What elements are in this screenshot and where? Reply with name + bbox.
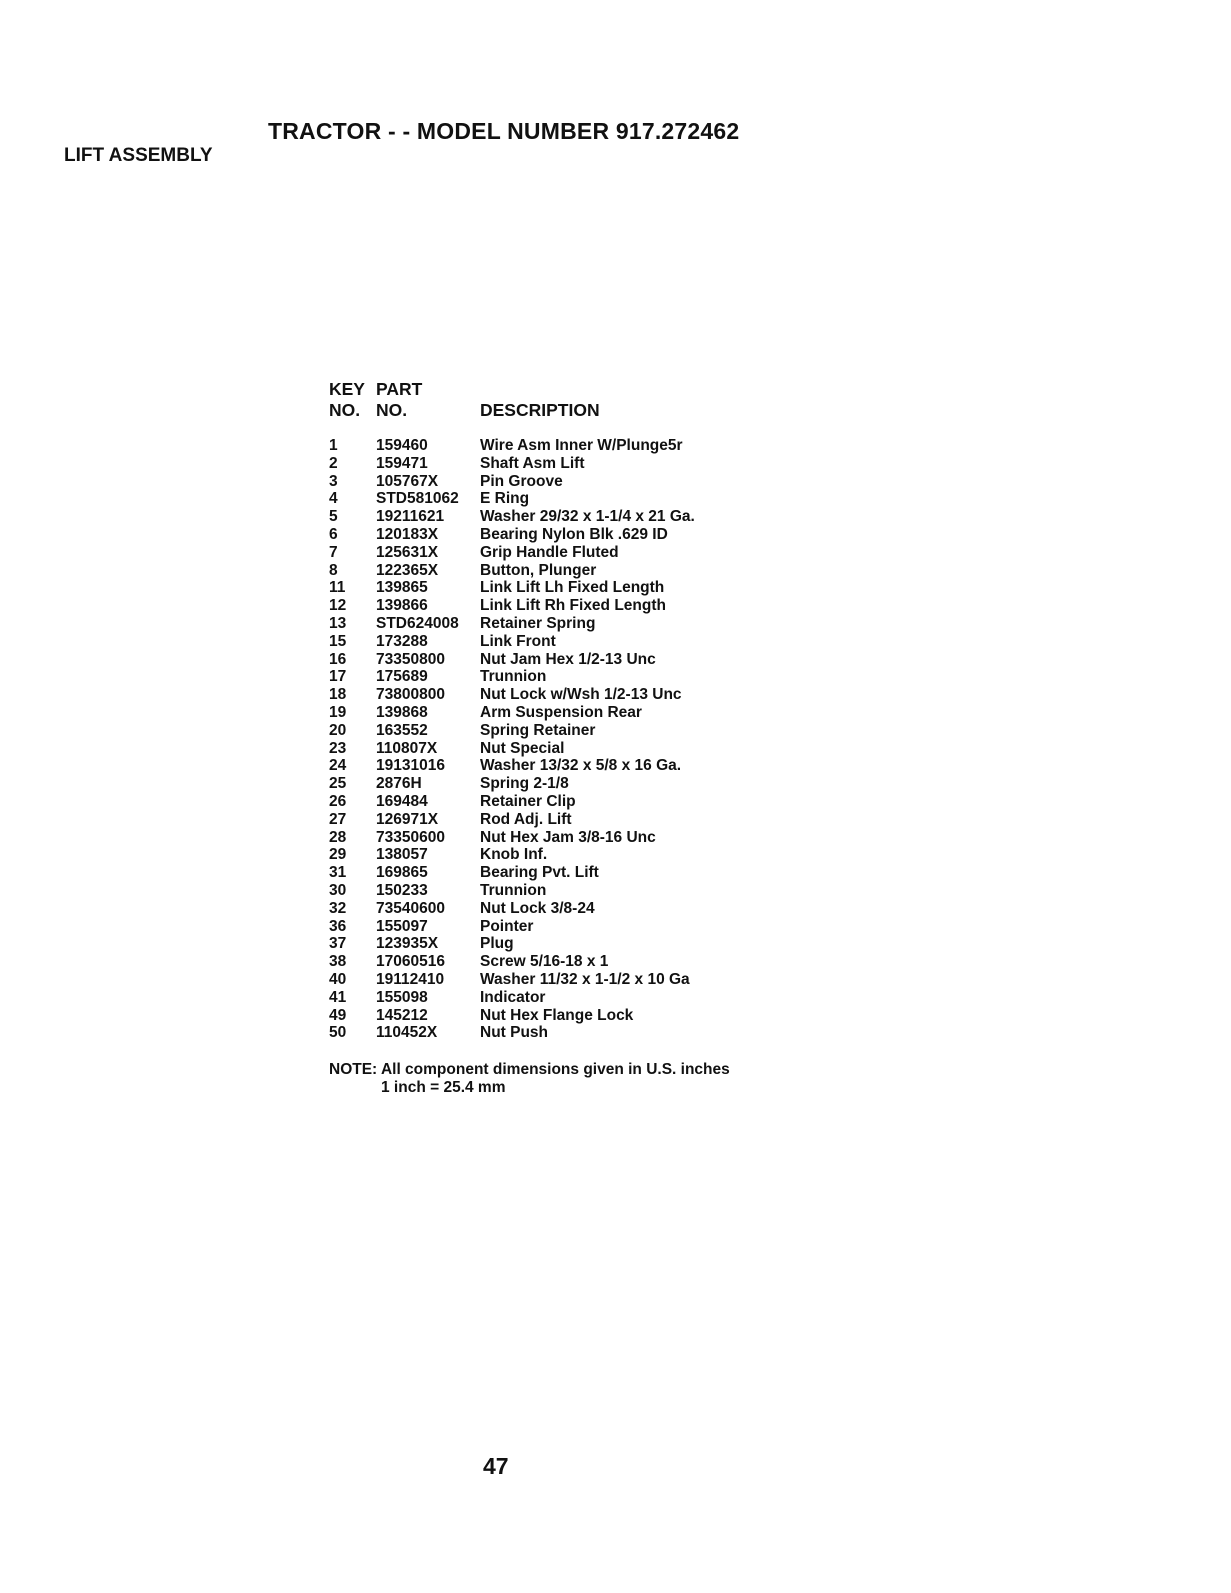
table-row [329,508,789,526]
table-row [329,473,789,491]
part-number-cell: 73540600 [376,899,445,917]
description-cell: Grip Handle Fluted [480,543,619,561]
key-number-cell: 40 [329,970,347,988]
table-row [329,864,789,882]
part-number-cell: 145212 [376,1006,428,1024]
description-cell: Nut Hex Jam 3/8-16 Unc [480,828,656,846]
key-header-line1: KEY [329,379,365,399]
description-cell: Bearing Pvt. Lift [480,864,599,882]
key-number-cell: 11 [329,579,346,597]
part-number-cell: 159471 [376,454,428,472]
part-number-cell: 17060516 [376,953,445,971]
part-number-cell: 155098 [376,988,428,1006]
description-cell: Link Front [480,632,556,650]
key-number-cell: 38 [329,953,347,971]
key-number-cell: 16 [329,650,347,668]
note-line-2: 1 inch = 25.4 mm [381,1079,506,1096]
part-number-cell: 110452X [376,1024,438,1042]
table-row [329,989,789,1007]
part-number-cell: 155097 [376,917,428,935]
description-cell: Retainer Spring [480,614,596,632]
table-row [329,722,789,740]
table-row [329,971,789,989]
table-row [329,900,789,918]
table-row [329,615,789,633]
page-number: 47 [483,1453,509,1479]
part-number-cell: 139866 [376,597,428,615]
key-number-cell: 8 [329,561,338,579]
description-cell: Pin Groove [480,472,563,490]
part-number-cell: 175689 [376,668,428,686]
part-number-cell: 138057 [376,846,428,864]
description-cell: Button, Plunger [480,561,597,579]
part-number-cell: 173288 [376,632,428,650]
key-number-cell: 26 [329,792,347,810]
table-row [329,704,789,722]
table-row [329,1024,789,1042]
key-number-cell: 6 [329,525,338,543]
part-number-cell: 122365X [376,561,439,579]
key-number-cell: 20 [329,721,347,739]
section-title: LIFT ASSEMBLY [64,145,213,166]
key-number-cell: 24 [329,757,347,775]
part-number-cell: 139865 [376,579,428,597]
description-cell: Plug [480,935,514,953]
part-number-cell: 19131016 [376,757,445,775]
key-number-cell: 19 [329,703,347,721]
parts-list [329,437,789,1042]
key-number-cell: 50 [329,1024,347,1042]
part-header-line1: PART [376,379,423,399]
key-number-cell: 30 [329,881,347,899]
key-number-cell: 3 [329,472,338,490]
table-row [329,686,789,704]
table-row [329,935,789,953]
table-row [329,1007,789,1025]
description-cell: Pointer [480,917,534,935]
description-cell: Link Lift Lh Fixed Length [480,579,665,597]
table-row [329,490,789,508]
description-cell: Washer 29/32 x 1-1/4 x 21 Ga. [480,508,695,526]
key-number-cell: 4 [329,490,338,508]
key-number-cell: 41 [329,988,347,1006]
key-number-cell: 2 [329,454,338,472]
part-number-cell: 159460 [376,437,428,454]
table-row [329,668,789,686]
description-cell: Nut Lock 3/8-24 [480,899,595,917]
description-cell: Arm Suspension Rear [480,703,642,721]
description-cell: Nut Special [480,739,565,757]
part-number-cell: 120183X [376,525,439,543]
table-row [329,953,789,971]
description-cell: Trunnion [480,881,547,899]
description-cell: Link Lift Rh Fixed Length [480,597,666,615]
table-row [329,882,789,900]
key-number-cell: 23 [329,739,347,757]
key-number-cell: 15 [329,632,347,650]
part-number-cell: STD624008 [376,614,459,632]
dimension-note [329,1061,730,1097]
table-row [329,846,789,864]
key-number-cell: 7 [329,543,338,561]
table-row [329,793,789,811]
description-cell: Bearing Nylon Blk .629 ID [480,525,668,543]
key-number-cell: 31 [329,864,347,882]
key-number-cell: 36 [329,917,347,935]
description-cell: Trunnion [480,668,547,686]
key-number-cell: 49 [329,1006,347,1024]
key-number-cell: 12 [329,597,347,615]
table-row [329,633,789,651]
table-row [329,544,789,562]
key-number-cell: 32 [329,899,347,917]
description-cell: Rod Adj. Lift [480,810,572,828]
description-cell: Washer 11/32 x 1-1/2 x 10 Ga [480,970,690,988]
description-header: DESCRIPTION [480,400,600,420]
key-number-cell: 13 [329,614,347,632]
description-cell: Nut Hex Flange Lock [480,1006,634,1024]
part-number-cell: 19211621 [376,508,445,526]
part-number-cell: 126971X [376,810,439,828]
key-header-line2: NO. [329,400,361,420]
description-cell: Nut Jam Hex 1/2-13 Unc [480,650,656,668]
description-cell: Spring Retainer [480,721,596,739]
part-number-cell: 125631X [376,543,439,561]
key-number-cell: 1 [329,437,338,454]
part-number-cell: 73800800 [376,686,445,704]
table-row [329,918,789,936]
table-row [329,597,789,615]
table-row [329,437,789,455]
table-row [329,526,789,544]
table-row [329,757,789,775]
table-row [329,740,789,758]
part-number-cell: 73350800 [376,650,445,668]
description-cell: E Ring [480,490,530,508]
key-number-cell: 5 [329,508,338,526]
part-number-cell: 169484 [376,792,428,810]
page-title: TRACTOR - - MODEL NUMBER 917.272462 [268,118,740,144]
part-number-cell: 123935X [376,935,439,953]
part-number-cell: 139868 [376,703,428,721]
description-cell: Retainer Clip [480,792,576,810]
key-number-cell: 25 [329,775,347,793]
table-row [329,455,789,473]
description-cell: Indicator [480,988,546,1006]
key-number-cell: 18 [329,686,347,704]
part-number-cell: 19112410 [376,970,445,988]
table-row [329,829,789,847]
table-row [329,562,789,580]
part-number-cell: 163552 [376,721,428,739]
description-cell: Spring 2-1/8 [480,775,569,793]
key-number-cell: 27 [329,810,347,828]
key-number-cell: 17 [329,668,347,686]
key-number-cell: 37 [329,935,347,953]
table-row [329,775,789,793]
description-cell: Screw 5/16-18 x 1 [480,953,609,971]
part-number-cell: 169865 [376,864,428,882]
part-header-line2: NO. [376,400,408,420]
key-number-cell: 28 [329,828,347,846]
table-row [329,651,789,669]
part-number-cell: 110807X [376,739,438,757]
description-cell: Knob Inf. [480,846,548,864]
part-number-cell: STD581062 [376,490,459,508]
description-cell: Nut Push [480,1024,549,1042]
description-cell: Shaft Asm Lift [480,454,585,472]
part-number-cell: 73350600 [376,828,445,846]
table-row [329,811,789,829]
table-row [329,579,789,597]
description-cell: Wire Asm Inner W/Plunge5r [480,437,683,454]
description-cell: Nut Lock w/Wsh 1/2-13 Unc [480,686,682,704]
part-number-cell: 150233 [376,881,428,899]
description-cell: Washer 13/32 x 5/8 x 16 Ga. [480,757,682,775]
part-number-cell: 105767X [376,472,439,490]
part-number-cell: 2876H [376,775,422,793]
note-line-1: NOTE: All component dimensions given in U.S. inches [329,1061,730,1078]
key-number-cell: 29 [329,846,347,864]
